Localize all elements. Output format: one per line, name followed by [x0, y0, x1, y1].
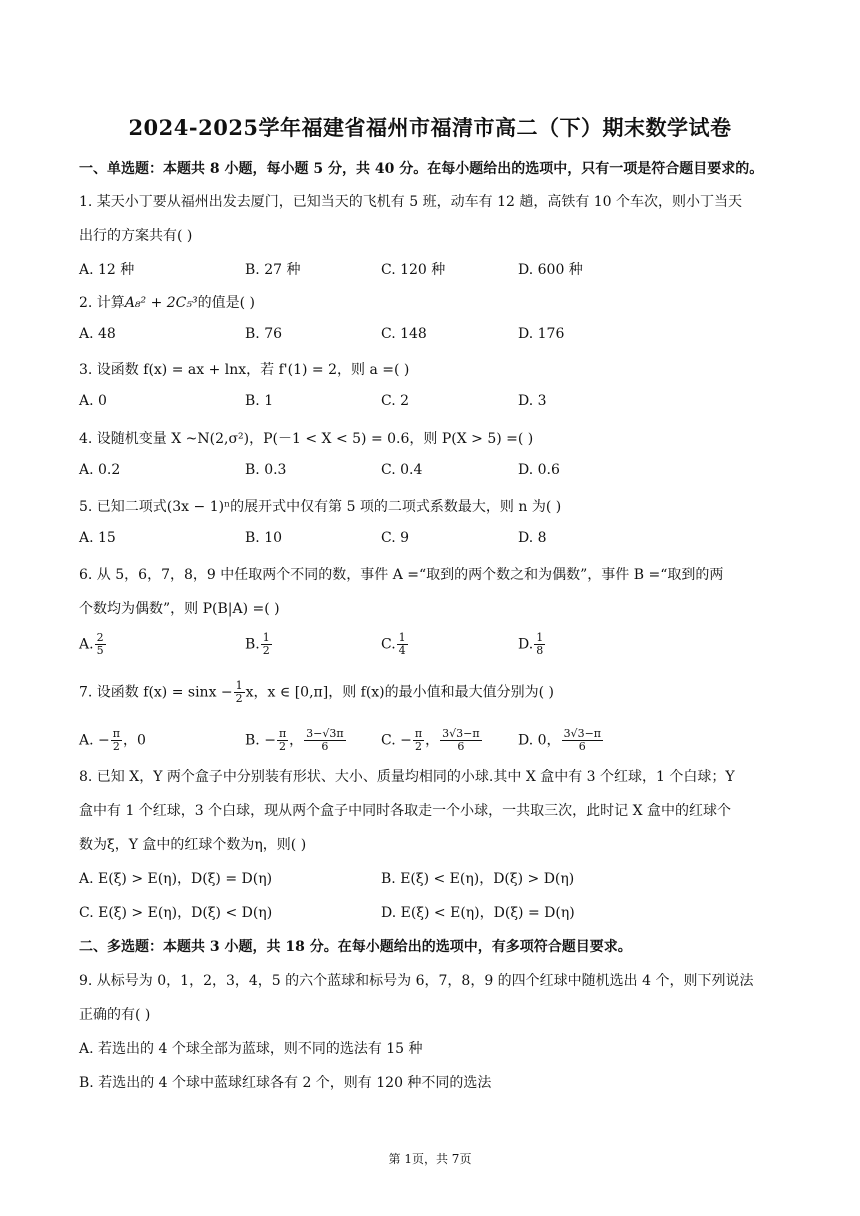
q7-option-a-den: 2: [112, 740, 120, 753]
q6-option-a-den: 5: [96, 644, 104, 657]
q1-option-c: C. 120 种: [381, 262, 446, 278]
q7-option-d-den: 6: [578, 740, 586, 753]
q7-option-a-num: π: [112, 727, 120, 740]
q9-option-a: A. 若选出的 4 个球全部为蓝球，则不同的选法有 15 种: [79, 1041, 423, 1057]
q5-stem: 5. 已知二项式(3x − 1)ⁿ的展开式中仅有第 5 项的二项式系数最大，则 n 为( ): [79, 499, 562, 515]
q6-stem-line1: 6. 从 5，6，7，8，9 中任取两个不同的数，事件 A =“取到的两个数之和为偶数”，事件 B =“取到的两: [79, 567, 724, 583]
q4-stem: 4. 设随机变量 X ~N(2,σ²)，P(－1 < X < 5) = 0.6，则 P(X > 5) =( ): [79, 431, 534, 447]
q9-stem-line1: 9. 从标号为 0，1，2，3，4，5 的六个蓝球和标号为 6，7，8，9 的四个红球中随机选出 4 个，则下列说法: [79, 973, 754, 989]
q3-options: [79, 393, 791, 415]
q2-stem: [79, 292, 791, 312]
q4-option-c: C. 0.4: [381, 462, 423, 478]
q6-option-b-label: B.: [245, 636, 260, 653]
q6-option-c-den: 4: [398, 644, 406, 657]
q8-stem-line3: 数为ξ，Y 盒中的红球个数为η，则( ): [79, 837, 307, 853]
q6-option-d: [518, 632, 546, 657]
q7-option-c-sign: −: [400, 732, 412, 749]
q7-stem: [79, 680, 791, 705]
q3-option-a: A. 0: [79, 393, 107, 409]
q2-option-c: C. 148: [381, 326, 427, 342]
q6-option-a-num: 2: [96, 631, 104, 644]
q6-option-d-num: 1: [536, 631, 544, 644]
q2-prefix: 2. 计算: [79, 295, 125, 311]
q8-options-row2: [79, 902, 791, 924]
q8-option-c: C. E(ξ) > E(η)，D(ξ) < D(η): [79, 905, 273, 921]
q7-option-c-num2: 3√3−π: [442, 727, 480, 740]
q7-option-a-label: A.: [79, 732, 94, 749]
q3-stem: 3. 设函数 f(x) = ax + lnx，若 f'(1) = 2，则 a =( ): [79, 362, 410, 378]
q5-option-c: C. 9: [381, 530, 410, 546]
q7-option-c: C. − $\frac{\pi}{2}$ ， $\frac{3√3-\pi}{6}$: [381, 727, 480, 753]
q7-frac-num: 1: [235, 679, 243, 692]
q6-option-a: [79, 632, 107, 657]
q7-option-c-den1: 2: [414, 740, 422, 753]
q9-option-b: B. 若选出的 4 个球中蓝球红球各有 2 个，则有 120 种不同的选法: [79, 1075, 492, 1091]
q7-option-b-den1: 2: [279, 740, 287, 753]
page-footer: 第 1页，共 7页: [388, 1152, 472, 1166]
q7-option-d-label: D.: [518, 732, 534, 749]
q7-options: [79, 728, 791, 758]
q7-post: x，x ∈ [0,π]，则 f(x)的最小值和最大值分别为( ): [245, 684, 555, 701]
q4-option-d: D. 0.6: [518, 462, 560, 478]
q8-stem-line1: 8. 已知 X，Y 两个盒子中分别装有形状、大小、质量均相同的小球.其中 X 盒中有 3 个红球，1 个白球；Y: [79, 769, 735, 785]
q6-option-c-label: C.: [381, 636, 396, 653]
q7-option-d-first: 0，: [537, 732, 561, 749]
q8-option-d: D. E(ξ) < E(η)，D(ξ) = D(η): [381, 905, 575, 921]
q6-option-b: [245, 632, 273, 657]
q6-stem-line2: 个数均为偶数”，则 P(B|A) =( ): [79, 601, 280, 617]
q2-options: [79, 326, 791, 348]
q1-option-b: B. 27 种: [245, 262, 301, 278]
q1-stem-line1: 1. 某天小丁要从福州出发去厦门，已知当天的飞机有 5 班，动车有 12 趟，高铁有 10 个车次，则小丁当天: [79, 194, 743, 210]
q1-option-d: D. 600 种: [518, 262, 583, 278]
q3-option-b: B. 1: [245, 393, 274, 409]
q7-frac-den: 2: [235, 692, 243, 705]
q1-option-a: A. 12 种: [79, 262, 135, 278]
q7-option-c-den2: 6: [457, 740, 465, 753]
q7-option-b-label: B.: [245, 732, 260, 749]
q7-pre: 7. 设函数 f(x) = sinx −: [79, 684, 233, 701]
q1-stem-line2: 出行的方案共有( ): [79, 228, 193, 244]
q8-option-a: A. E(ξ) > E(η)，D(ξ) = D(η): [79, 871, 273, 887]
q7-option-c-num1: π: [414, 727, 423, 740]
q2-expression: A₈² + 2C₅³: [124, 295, 198, 311]
q7-option-b-sign: −: [264, 732, 276, 749]
q4-option-b: B. 0.3: [245, 462, 287, 478]
q8-option-b: B. E(ξ) < E(η)，D(ξ) > D(η): [381, 871, 575, 887]
q6-options: [79, 632, 791, 662]
q2-option-d: D. 176: [518, 326, 565, 342]
q2-option-a: A. 48: [79, 326, 116, 342]
q7-option-b-num2: 3−√3π: [306, 727, 344, 740]
q6-option-d-den: 8: [536, 644, 544, 657]
q4-option-a: A. 0.2: [79, 462, 121, 478]
q7-option-b-den2: 6: [321, 740, 329, 753]
q5-option-a: A. 15: [79, 530, 116, 546]
q7-option-b: B. − $\frac{\pi}{2}$ ， $\frac{3-√3\pi}{6}$: [245, 727, 344, 753]
q2-suffix: 的值是( ): [197, 295, 255, 311]
section-multi-choice-header: 二、多选题：本题共 3 小题，共 18 分。在每小题给出的选项中，有多项符合题目要求。: [79, 939, 632, 955]
q7-option-a: [79, 728, 146, 753]
q3-option-c: C. 2: [381, 393, 410, 409]
q7-option-d-num: 3√3−π: [563, 727, 602, 740]
q7-option-a-sign: −: [98, 732, 110, 749]
q7-option-c-label: C.: [381, 732, 396, 749]
q5-option-d: D. 8: [518, 530, 547, 546]
q7-option-a-second: ，0: [122, 732, 146, 749]
q1-options: [79, 259, 791, 281]
section-single-choice-header: 一、单选题：本题共 8 小题，每小题 5 分，共 40 分。在每小题给出的选项中，只有一项是符合题目要求的。: [79, 161, 764, 177]
q5-options: [79, 530, 791, 552]
q7-option-d: [518, 728, 604, 753]
page-title: 2024-2025学年福建省福州市福清市高二（下）期末数学试卷: [128, 115, 732, 140]
q6-option-c-num: 1: [398, 631, 406, 644]
q3-option-d: D. 3: [518, 393, 547, 409]
q5-option-b: B. 10: [245, 530, 283, 546]
q6-option-a-label: A.: [79, 636, 94, 653]
q7-option-b-num1: π: [278, 727, 287, 740]
q6-option-c: [381, 632, 409, 657]
q2-option-b: B. 76: [245, 326, 283, 342]
q6-option-b-num: 1: [262, 631, 270, 644]
q9-stem-line2: 正确的有( ): [79, 1007, 151, 1023]
q8-options-row1: [79, 868, 791, 890]
q4-options: [79, 462, 791, 484]
q6-option-d-label: D.: [518, 636, 534, 653]
q8-stem-line2: 盒中有 1 个红球，3 个白球，现从两个盒子中同时各取走一个小球，一共取三次，此时记 X 盒中的红球个: [79, 803, 732, 819]
q6-option-b-den: 2: [262, 644, 270, 657]
